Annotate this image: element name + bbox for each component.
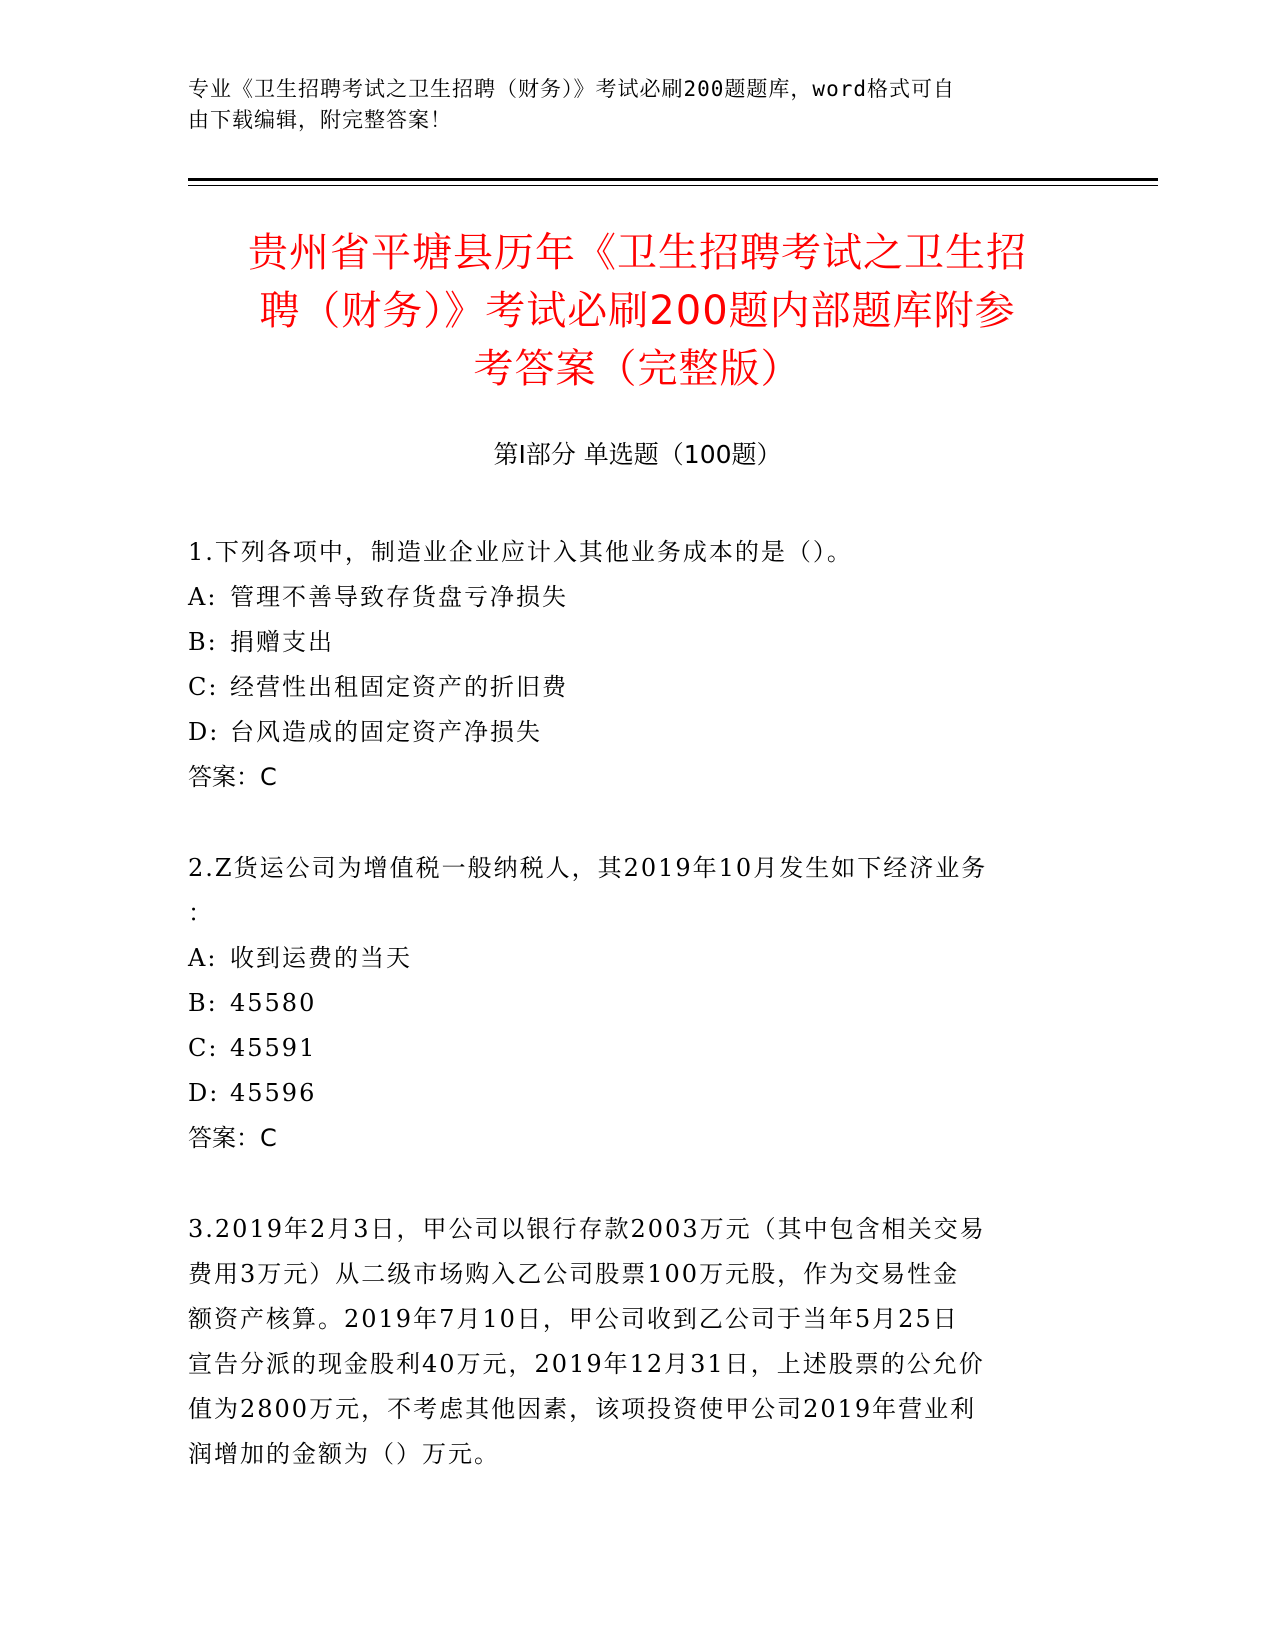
option-d (188, 710, 1088, 755)
title-line: 贵州省平塘县历年《卫生招聘考试之卫生招 (248, 230, 1027, 276)
question-list (188, 530, 1088, 1523)
answer-line: 答案：C (188, 1124, 277, 1152)
option-label: C: (188, 673, 219, 701)
option-label: A: (188, 583, 218, 611)
option-c (188, 665, 1088, 710)
header-divider-thin (188, 185, 1158, 186)
option-text: 45591 (230, 1034, 317, 1062)
option-text: 45580 (230, 989, 317, 1017)
option-text: 捐赠支出 (230, 628, 334, 656)
question-stem-continuation: 润增加的金额为（）万元。 (188, 1440, 500, 1468)
option-text: 台风造成的固定资产净损失 (230, 718, 542, 746)
title-line: 聘（财务）》考试必刷200题内部题库附参 (259, 288, 1016, 334)
question-stem-continuation: ： (188, 899, 214, 927)
option-b (188, 981, 1088, 1026)
header-divider-thick (188, 178, 1158, 181)
question-stem-continuation: 额资产核算。2019年7月10日，甲公司收到乙公司于当年5月25日 (188, 1305, 959, 1333)
option-label: B: (188, 628, 218, 656)
option-a (188, 936, 1088, 981)
document-title (170, 224, 1105, 398)
option-a (188, 575, 1088, 620)
question-stem-continuation: 宣告分派的现金股利40万元，2019年12月31日，上述股票的公允价 (188, 1350, 985, 1378)
question-stem-continuation: 值为2800万元，不考虑其他因素，该项投资使甲公司2019年营业利 (188, 1395, 977, 1423)
intro-line: 由下载编辑，附完整答案！ (188, 108, 452, 132)
option-text: 45596 (230, 1079, 317, 1107)
question-stem: 2.Z货运公司为增值税一般纳税人，其2019年10月发生如下经济业务 (188, 854, 988, 882)
question-stem-continuation: 费用3万元）从二级市场购入乙公司股票100万元股，作为交易性金 (188, 1260, 960, 1288)
option-c (188, 1026, 1088, 1071)
intro-paragraph (188, 74, 1068, 136)
option-label: B: (188, 989, 218, 1017)
option-d (188, 1071, 1088, 1116)
question-item (188, 1207, 1088, 1477)
option-label: D: (188, 1079, 220, 1107)
option-text: 管理不善导致存货盘亏净损失 (230, 583, 568, 611)
option-label: C: (188, 1034, 219, 1062)
title-line: 考答案（完整版） (473, 346, 802, 392)
question-stem: 3.2019年2月3日，甲公司以银行存款2003万元（其中包含相关交易 (188, 1215, 986, 1243)
question-item (188, 530, 1088, 800)
option-b (188, 620, 1088, 665)
intro-line: 专业《卫生招聘考试之卫生招聘（财务）》考试必刷200题题库，word格式可自 (188, 77, 955, 101)
option-label: D: (188, 718, 220, 746)
question-stem: 1.下列各项中，制造业企业应计入其他业务成本的是（）。 (188, 538, 853, 566)
option-text: 经营性出租固定资产的折旧费 (230, 673, 568, 701)
section-heading: 第Ⅰ部分 单选题（100题） (493, 440, 782, 469)
option-label: A: (188, 944, 218, 972)
option-text: 收到运费的当天 (230, 944, 412, 972)
question-item (188, 846, 1088, 1161)
answer-line: 答案：C (188, 763, 277, 791)
